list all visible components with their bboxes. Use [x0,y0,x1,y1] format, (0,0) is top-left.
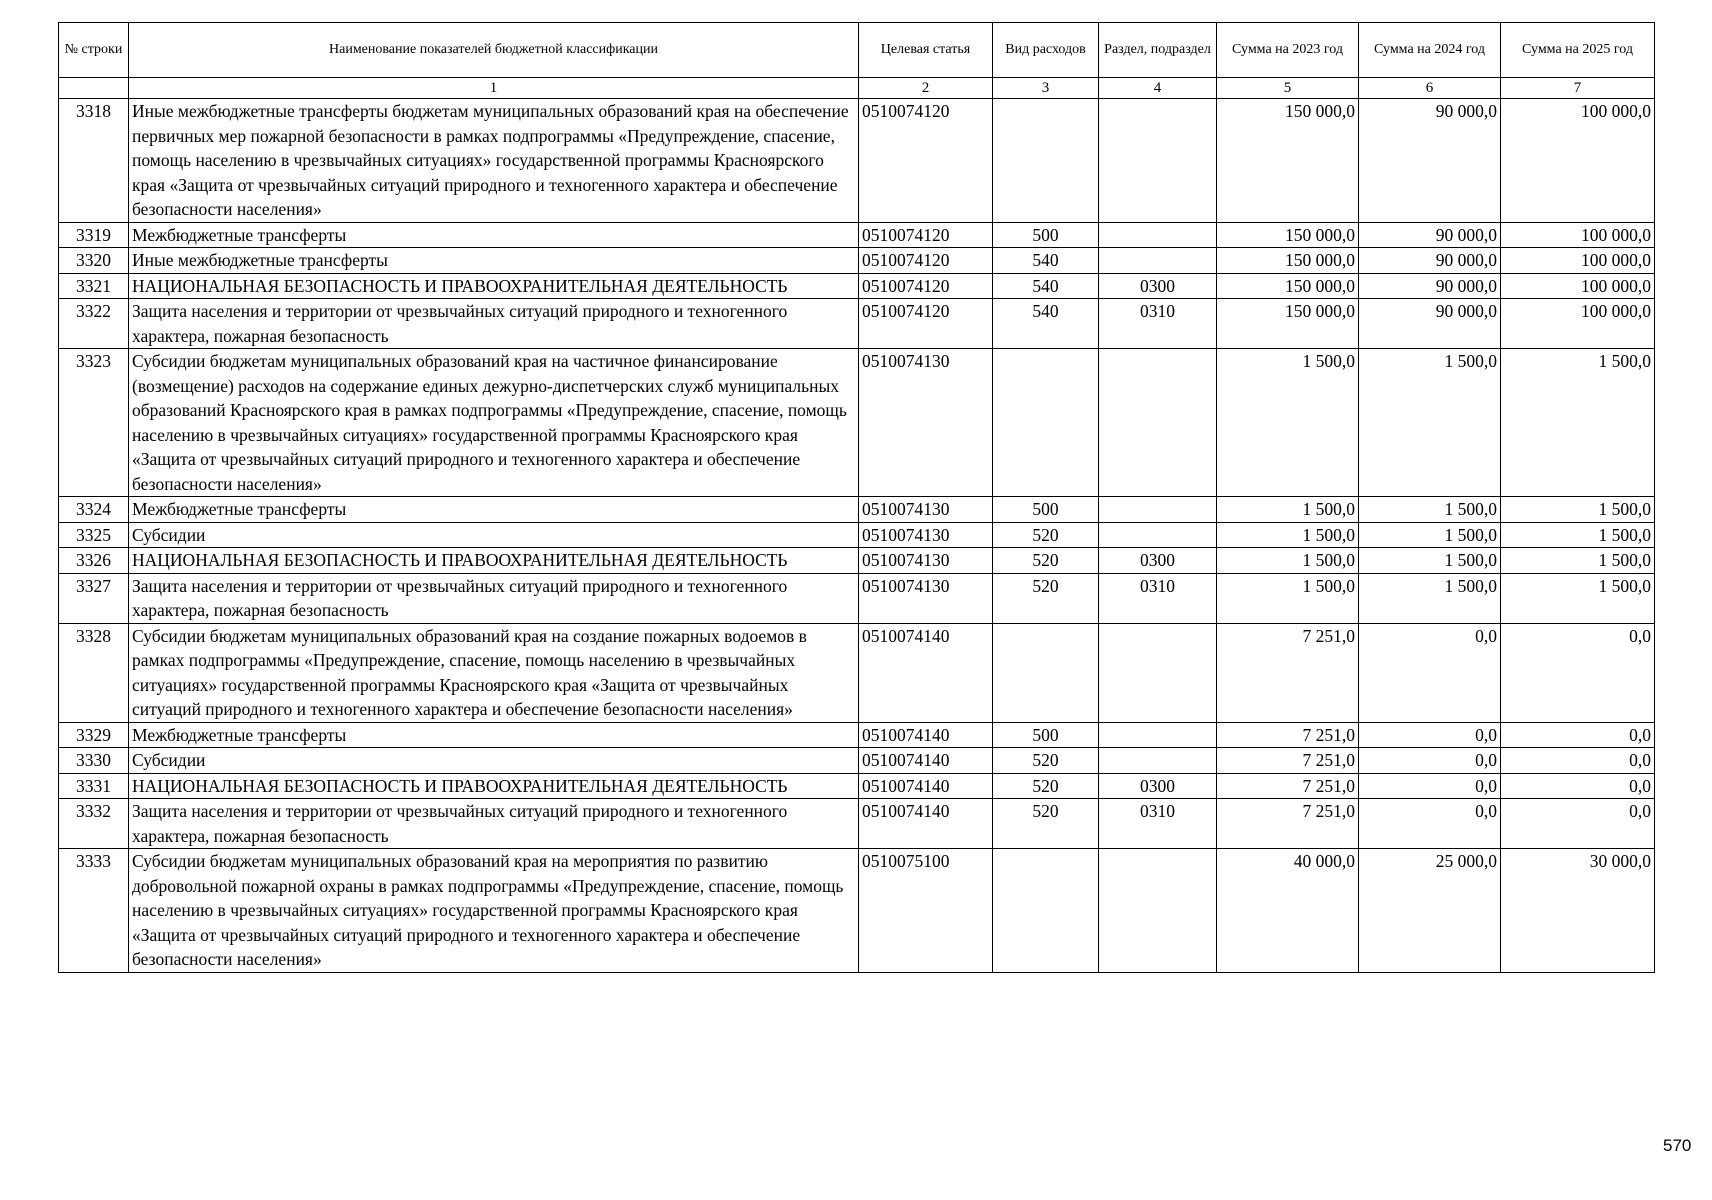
column-number-2: 2 [859,78,993,99]
header-row [59,23,1655,78]
row-sum-2024: 0,0 [1359,722,1501,748]
header-sum-2024: Сумма на 2024 год [1359,23,1501,78]
table-row [59,799,1655,849]
table-row [59,349,1655,497]
row-number: 3333 [59,849,129,973]
row-section [1099,623,1217,722]
table-row [59,299,1655,349]
row-sum-2023: 7 251,0 [1217,773,1359,799]
row-expense-type: 520 [993,773,1099,799]
row-name: Межбюджетные трансферты [129,722,859,748]
row-sum-2024: 1 500,0 [1359,573,1501,623]
table-row [59,573,1655,623]
row-sum-2024: 90 000,0 [1359,273,1501,299]
document-page [58,22,1654,973]
row-expense-type: 540 [993,299,1099,349]
row-section: 0300 [1099,773,1217,799]
row-expense-type: 500 [993,722,1099,748]
row-name: Защита населения и территории от чрезвычайных ситуаций природного и техногенного характера, пожарная безопасность [129,299,859,349]
header-section: Раздел, подраздел [1099,23,1217,78]
table-row [59,273,1655,299]
table-row [59,849,1655,973]
row-sum-2023: 1 500,0 [1217,349,1359,497]
row-number: 3329 [59,722,129,748]
row-sum-2024: 90 000,0 [1359,222,1501,248]
row-expense-type: 500 [993,497,1099,523]
row-sum-2024: 1 500,0 [1359,349,1501,497]
row-sum-2024: 1 500,0 [1359,548,1501,574]
row-name: Субсидии бюджетам муниципальных образований края на частичное финансирование (возмещение) расходов на содержание единых дежурно-диспетчерских служб муниципальных образований Красноярского края в рамках подпрограммы «Предупреждение, спасение, помощь населению в чрезвычайных ситуациях» государственной программы Красноярского края «Защита от чрезвычайных ситуаций природного и техногенного характера и обеспечение безопасности населения» [129,349,859,497]
row-section [1099,849,1217,973]
row-sum-2023: 150 000,0 [1217,299,1359,349]
column-number-3: 3 [993,78,1099,99]
row-target-article: 0510074140 [859,623,993,722]
row-section: 0300 [1099,273,1217,299]
row-name: Иные межбюджетные трансферты бюджетам муниципальных образований края на обеспечение первичных мер пожарной безопасности в рамках подпрограммы «Предупреждение, спасение, помощь населению в чрезвычайных ситуациях» государственной программы Красноярского края «Защита от чрезвычайных ситуаций природного и техногенного характера и обеспечение безопасности населения» [129,99,859,223]
row-name: Защита населения и территории от чрезвычайных ситуаций природного и техногенного характера, пожарная безопасность [129,799,859,849]
row-name: Межбюджетные трансферты [129,222,859,248]
row-name: Межбюджетные трансферты [129,497,859,523]
row-section [1099,248,1217,274]
row-expense-type [993,623,1099,722]
header-name: Наименование показателей бюджетной классификации [129,23,859,78]
budget-table [58,22,1655,973]
row-expense-type: 520 [993,799,1099,849]
row-expense-type: 540 [993,273,1099,299]
table-row [59,222,1655,248]
row-expense-type [993,849,1099,973]
row-sum-2023: 1 500,0 [1217,522,1359,548]
header-row-number: № строки [59,23,129,78]
row-sum-2024: 90 000,0 [1359,99,1501,223]
row-target-article: 0510074130 [859,522,993,548]
row-number: 3330 [59,748,129,774]
row-sum-2023: 7 251,0 [1217,799,1359,849]
row-sum-2024: 90 000,0 [1359,248,1501,274]
row-number: 3323 [59,349,129,497]
row-section [1099,349,1217,497]
table-body [59,99,1655,973]
row-target-article: 0510074120 [859,222,993,248]
row-sum-2024: 25 000,0 [1359,849,1501,973]
row-section [1099,497,1217,523]
row-sum-2024: 0,0 [1359,773,1501,799]
row-sum-2023: 150 000,0 [1217,99,1359,223]
header-target-article: Целевая статья [859,23,993,78]
column-number-5: 5 [1217,78,1359,99]
row-target-article: 0510074130 [859,573,993,623]
row-section: 0310 [1099,799,1217,849]
row-sum-2024: 0,0 [1359,748,1501,774]
column-number-4: 4 [1099,78,1217,99]
row-name: Иные межбюджетные трансферты [129,248,859,274]
header-sum-2025: Сумма на 2025 год [1501,23,1655,78]
row-number: 3322 [59,299,129,349]
row-sum-2025: 0,0 [1501,799,1655,849]
row-sum-2025: 100 000,0 [1501,222,1655,248]
row-target-article: 0510075100 [859,849,993,973]
row-target-article: 0510074120 [859,273,993,299]
row-target-article: 0510074120 [859,99,993,223]
row-sum-2025: 0,0 [1501,623,1655,722]
table-row [59,248,1655,274]
table-row [59,99,1655,223]
row-sum-2025: 1 500,0 [1501,497,1655,523]
row-section [1099,222,1217,248]
row-number: 3325 [59,522,129,548]
row-sum-2024: 90 000,0 [1359,299,1501,349]
row-name: НАЦИОНАЛЬНАЯ БЕЗОПАСНОСТЬ И ПРАВООХРАНИТЕЛЬНАЯ ДЕЯТЕЛЬНОСТЬ [129,773,859,799]
row-sum-2025: 1 500,0 [1501,573,1655,623]
row-section [1099,99,1217,223]
row-sum-2025: 100 000,0 [1501,299,1655,349]
row-section [1099,522,1217,548]
row-target-article: 0510074140 [859,722,993,748]
table-row [59,748,1655,774]
column-number-7: 7 [1501,78,1655,99]
page-number: 570 [1663,1136,1692,1155]
row-section [1099,748,1217,774]
row-number: 3326 [59,548,129,574]
row-sum-2024: 1 500,0 [1359,497,1501,523]
row-number: 3320 [59,248,129,274]
row-name: Субсидии [129,522,859,548]
row-target-article: 0510074140 [859,773,993,799]
row-sum-2024: 0,0 [1359,799,1501,849]
row-sum-2025: 1 500,0 [1501,548,1655,574]
row-sum-2023: 1 500,0 [1217,573,1359,623]
row-section [1099,722,1217,748]
row-number: 3328 [59,623,129,722]
row-target-article: 0510074140 [859,748,993,774]
row-sum-2023: 7 251,0 [1217,722,1359,748]
header-expense-type: Вид расходов [993,23,1099,78]
row-target-article: 0510074120 [859,299,993,349]
row-sum-2024: 1 500,0 [1359,522,1501,548]
row-sum-2024: 0,0 [1359,623,1501,722]
row-target-article: 0510074130 [859,349,993,497]
row-sum-2023: 40 000,0 [1217,849,1359,973]
table-row [59,722,1655,748]
row-sum-2023: 150 000,0 [1217,248,1359,274]
table-row [59,548,1655,574]
table-header [59,23,1655,99]
row-number: 3331 [59,773,129,799]
column-number-empty [59,78,129,99]
row-name: НАЦИОНАЛЬНАЯ БЕЗОПАСНОСТЬ И ПРАВООХРАНИТЕЛЬНАЯ ДЕЯТЕЛЬНОСТЬ [129,548,859,574]
row-name: Субсидии бюджетам муниципальных образований края на мероприятия по развитию добровольной пожарной охраны в рамках подпрограммы «Предупреждение, спасение, помощь населению в чрезвычайных ситуациях» государственной программы Красноярского края «Защита от чрезвычайных ситуаций природного и техногенного характера и обеспечение безопасности населения» [129,849,859,973]
row-section: 0310 [1099,299,1217,349]
row-sum-2025: 1 500,0 [1501,349,1655,497]
row-sum-2023: 150 000,0 [1217,222,1359,248]
table-row [59,522,1655,548]
row-sum-2023: 1 500,0 [1217,497,1359,523]
row-number: 3321 [59,273,129,299]
row-sum-2023: 7 251,0 [1217,623,1359,722]
row-expense-type: 520 [993,548,1099,574]
row-sum-2023: 7 251,0 [1217,748,1359,774]
row-section: 0300 [1099,548,1217,574]
column-number-6: 6 [1359,78,1501,99]
row-sum-2023: 1 500,0 [1217,548,1359,574]
row-sum-2025: 0,0 [1501,748,1655,774]
header-sum-2023: Сумма на 2023 год [1217,23,1359,78]
row-number: 3332 [59,799,129,849]
row-expense-type: 500 [993,222,1099,248]
table-row [59,773,1655,799]
row-sum-2025: 100 000,0 [1501,273,1655,299]
row-expense-type: 520 [993,573,1099,623]
row-sum-2023: 150 000,0 [1217,273,1359,299]
table-row [59,497,1655,523]
row-sum-2025: 30 000,0 [1501,849,1655,973]
row-name: Субсидии [129,748,859,774]
row-sum-2025: 0,0 [1501,773,1655,799]
row-expense-type: 520 [993,522,1099,548]
row-expense-type [993,349,1099,497]
row-name: Субсидии бюджетам муниципальных образований края на создание пожарных водоемов в рамках подпрограммы «Предупреждение, спасение, помощь населению в чрезвычайных ситуациях» государственной программы Красноярского края «Защита от чрезвычайных ситуаций природного и техногенного характера и обеспечение безопасности населения» [129,623,859,722]
row-target-article: 0510074140 [859,799,993,849]
row-target-article: 0510074130 [859,548,993,574]
row-sum-2025: 1 500,0 [1501,522,1655,548]
table-row [59,623,1655,722]
column-number-1: 1 [129,78,859,99]
row-expense-type: 520 [993,748,1099,774]
row-name: НАЦИОНАЛЬНАЯ БЕЗОПАСНОСТЬ И ПРАВООХРАНИТЕЛЬНАЯ ДЕЯТЕЛЬНОСТЬ [129,273,859,299]
row-number: 3319 [59,222,129,248]
row-number: 3318 [59,99,129,223]
row-sum-2025: 100 000,0 [1501,99,1655,223]
row-sum-2025: 0,0 [1501,722,1655,748]
row-target-article: 0510074120 [859,248,993,274]
row-expense-type [993,99,1099,223]
row-section: 0310 [1099,573,1217,623]
row-sum-2025: 100 000,0 [1501,248,1655,274]
row-number: 3327 [59,573,129,623]
row-target-article: 0510074130 [859,497,993,523]
row-number: 3324 [59,497,129,523]
row-expense-type: 540 [993,248,1099,274]
column-number-row [59,78,1655,99]
row-name: Защита населения и территории от чрезвычайных ситуаций природного и техногенного характера, пожарная безопасность [129,573,859,623]
